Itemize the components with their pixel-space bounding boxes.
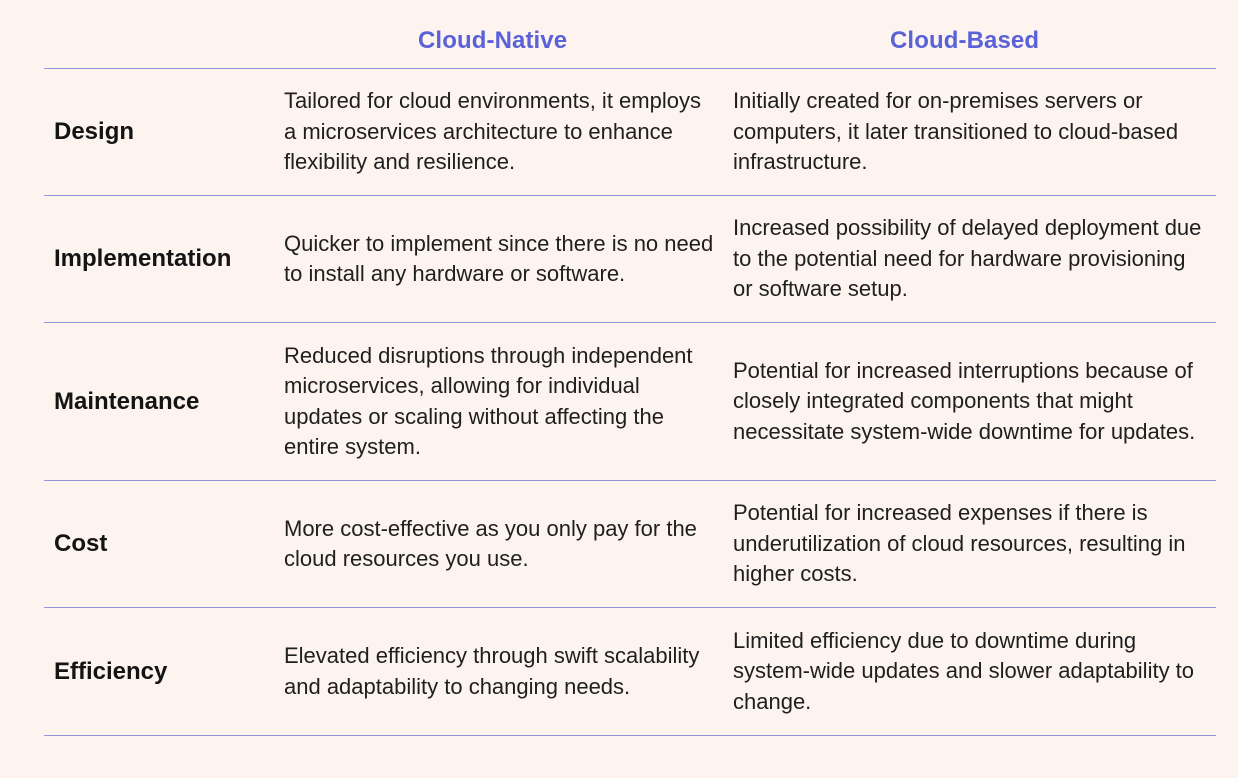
- cell-text: Tailored for cloud environments, it employs a microservices architecture to enhance flexibility and resilience.: [284, 88, 701, 175]
- cloud-based-cell: [733, 69, 1203, 195]
- cell-text: Potential for increased expenses if there is underutilization of cloud resources, resulting in higher costs.: [733, 500, 1186, 587]
- cloud-native-cell: [284, 481, 714, 607]
- cell-text: Reduced disruptions through independent microservices, allowing for individual updates or scaling without affecting the entire system.: [284, 342, 693, 459]
- column-header-cloud-based: Cloud-Based: [890, 27, 1040, 54]
- cloud-native-cell: [284, 608, 714, 735]
- row-label: Implementation: [54, 245, 232, 272]
- table-row-efficiency: [44, 608, 1216, 736]
- table-header: [44, 0, 1216, 69]
- row-label: Cost: [54, 530, 108, 557]
- cloud-native-cell: [284, 323, 714, 480]
- row-label: Efficiency: [54, 657, 168, 685]
- cell-text: Limited efficiency due to downtime during system-wide updates and slower adaptability to change.: [733, 627, 1195, 714]
- cell-text: Elevated efficiency through swift scalability and adaptability to changing needs.: [284, 643, 700, 699]
- cloud-based-cell: [733, 196, 1203, 322]
- row-label: Maintenance: [54, 387, 200, 415]
- column-header-cloud-native: Cloud-Native: [418, 27, 568, 54]
- table-row-implementation: [44, 196, 1216, 323]
- table-row-maintenance: [44, 323, 1216, 481]
- row-label: Design: [54, 118, 135, 145]
- table-row-design: [44, 69, 1216, 196]
- comparison-table: [44, 0, 1216, 736]
- cell-text: Quicker to implement since there is no need to install any hardware or software.: [284, 230, 714, 286]
- cloud-native-cell: [284, 196, 714, 322]
- cell-text: Increased possibility of delayed deployment due to the potential need for hardware provisioning or software setup.: [733, 215, 1202, 302]
- cell-text: Potential for increased interruptions because of closely integrated components that might necessitate system-wide downtime for updates.: [733, 357, 1196, 444]
- cell-text: Initially created for on-premises servers or computers, it later transitioned to cloud-based infrastructure.: [733, 88, 1179, 175]
- cloud-based-cell: [733, 323, 1203, 480]
- table-row-cost: [44, 481, 1216, 608]
- cell-text: More cost-effective as you only pay for the cloud resources you use.: [284, 515, 697, 571]
- cloud-based-cell: [733, 608, 1203, 735]
- cloud-based-cell: [733, 481, 1203, 607]
- cloud-native-cell: [284, 69, 714, 195]
